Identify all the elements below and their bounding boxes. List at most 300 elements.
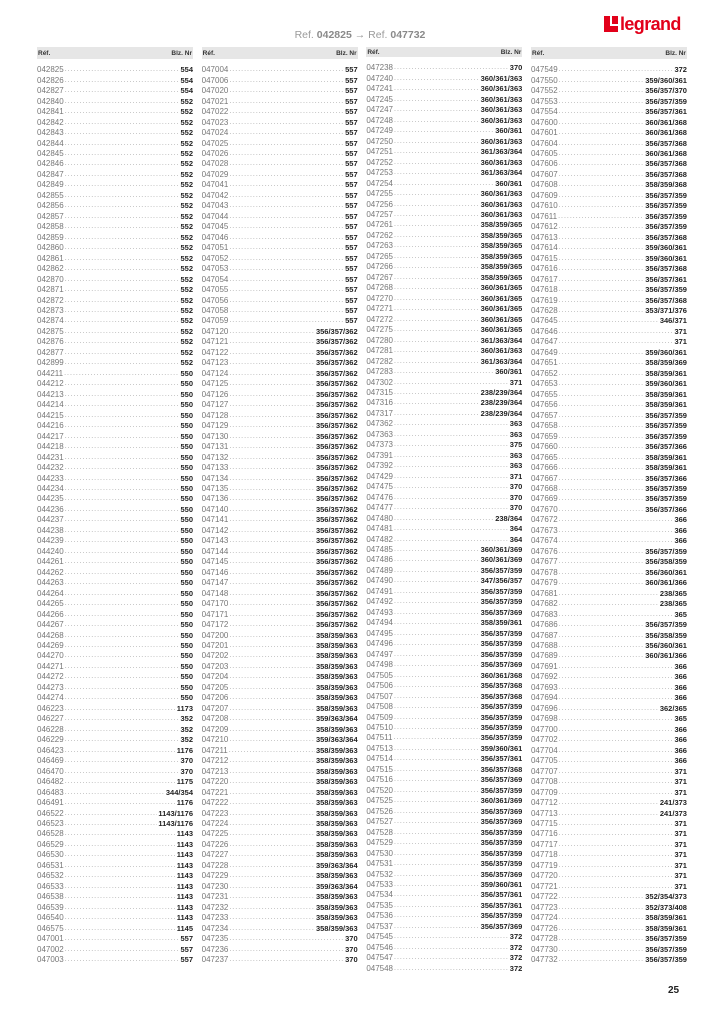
- ref-number: 047482: [366, 534, 394, 544]
- index-row: [37, 191, 193, 201]
- index-row: [531, 547, 687, 557]
- dot-leader: [559, 955, 645, 965]
- dot-leader: [229, 620, 315, 630]
- ref-number: 047678: [530, 567, 558, 577]
- page-reference: 557: [180, 944, 193, 954]
- index-row: [202, 861, 358, 871]
- ref-number: 047257: [366, 210, 394, 220]
- ref-number: 047547: [366, 953, 394, 963]
- index-row: [202, 578, 358, 588]
- index-row: [366, 472, 522, 482]
- ref-number: 047607: [530, 169, 558, 179]
- index-column: [366, 47, 522, 974]
- page-reference: 356/357/361: [480, 754, 523, 764]
- page-reference: 550: [180, 620, 193, 630]
- dot-leader: [394, 618, 480, 628]
- page-reference: 371: [674, 829, 687, 839]
- dot-leader: [559, 474, 645, 484]
- page-reference: 366: [674, 682, 687, 692]
- ref-number: 047003: [37, 955, 64, 965]
- index-row: [37, 379, 193, 389]
- page-reference: 356/358/359: [645, 630, 687, 640]
- dot-leader: [229, 578, 315, 588]
- dot-leader: [65, 788, 165, 798]
- dot-leader: [229, 568, 315, 578]
- page-reference: 552: [180, 264, 193, 274]
- page-reference: 371: [674, 871, 687, 881]
- ref-number: 047058: [201, 306, 229, 316]
- page-reference: 557: [345, 159, 358, 169]
- page-reference: 375: [509, 440, 523, 450]
- ref-number: 047208: [201, 714, 229, 724]
- dot-leader: [65, 829, 176, 839]
- ref-number: 047125: [201, 379, 229, 389]
- index-row: [202, 704, 358, 714]
- index-row: [366, 807, 522, 817]
- dot-leader: [229, 369, 315, 379]
- dot-leader: [65, 212, 180, 222]
- ref-number: 047024: [201, 128, 229, 138]
- page-reference: 358/359/365: [480, 272, 523, 282]
- page-reference: 356/357/362: [315, 546, 358, 556]
- ref-number: 047510: [366, 722, 394, 732]
- dot-leader: [559, 97, 645, 107]
- ref-number: 047515: [366, 764, 394, 774]
- dot-leader: [229, 348, 315, 358]
- page-reference: 550: [180, 672, 193, 682]
- index-row: [202, 787, 358, 797]
- index-row: [202, 400, 358, 410]
- dot-leader: [65, 777, 176, 787]
- page-reference: 364: [509, 534, 523, 544]
- ref-number: 047122: [201, 347, 229, 357]
- index-row: [37, 944, 193, 954]
- page-reference: 356/357/359: [480, 702, 523, 712]
- dot-leader: [229, 756, 315, 766]
- page-reference: 371: [674, 766, 687, 776]
- dot-leader: [559, 610, 674, 620]
- index-row: [366, 388, 522, 398]
- index-row: [531, 536, 687, 546]
- page-reference: 358/359/363: [315, 818, 358, 828]
- dot-leader: [65, 442, 180, 452]
- ref-number: 044271: [37, 661, 64, 671]
- ref-number: 046523: [37, 818, 64, 828]
- page-reference: 356/357/359: [645, 546, 687, 556]
- index-row: [37, 819, 193, 829]
- index-row: [37, 808, 193, 818]
- index-row: [202, 128, 358, 138]
- ref-number: 044268: [37, 630, 64, 640]
- page-reference: 1175: [176, 777, 193, 787]
- page-reference: 557: [345, 138, 358, 148]
- dot-leader: [229, 809, 315, 819]
- ref-number: 047275: [366, 325, 394, 335]
- page-reference: 356/357/359: [480, 911, 523, 921]
- ref-number: 047148: [201, 588, 229, 598]
- ref-number: 047649: [530, 347, 558, 357]
- index-row: [366, 137, 522, 147]
- ref-number: 047683: [530, 609, 558, 619]
- dot-leader: [559, 641, 645, 651]
- page-reference: 356/357/369: [480, 660, 523, 670]
- ref-from: 042825: [316, 29, 352, 41]
- index-row: [531, 526, 687, 536]
- ref-number: 047498: [366, 660, 394, 670]
- page-reference: 356/357/359: [480, 597, 523, 607]
- index-row: [366, 105, 522, 115]
- ref-to: 047732: [390, 29, 426, 41]
- index-row: [37, 421, 193, 431]
- index-row: [531, 212, 687, 222]
- ref-number: 047210: [201, 735, 229, 745]
- dot-leader: [559, 704, 659, 714]
- index-row: [37, 222, 193, 232]
- ref-number: 047029: [201, 169, 229, 179]
- ref-number: 044266: [37, 609, 64, 619]
- dot-leader: [559, 829, 674, 839]
- dot-leader: [65, 725, 180, 735]
- index-row: [531, 892, 687, 902]
- page-reference: 359/360/361: [645, 347, 687, 357]
- dot-leader: [559, 432, 645, 442]
- dot-leader: [65, 107, 180, 117]
- ref-number: 047230: [201, 881, 229, 891]
- page-reference: 356/357/359: [480, 586, 523, 596]
- page-reference: 359/363/364: [315, 714, 358, 724]
- dot-leader: [229, 505, 315, 515]
- index-row: [366, 503, 522, 513]
- dot-leader: [229, 515, 315, 525]
- ref-number: 047041: [201, 180, 229, 190]
- ref-number: 047730: [530, 944, 558, 954]
- dot-leader: [229, 285, 344, 295]
- page-reference: 356/357/362: [315, 368, 358, 378]
- ref-number: 047486: [366, 555, 394, 565]
- dot-leader: [559, 201, 645, 211]
- dot-leader: [394, 650, 480, 660]
- page-reference: 361/363/364: [480, 356, 523, 366]
- index-row: [202, 745, 358, 755]
- index-row: [37, 683, 193, 693]
- dot-leader: [229, 767, 315, 777]
- arrow-icon: →: [354, 29, 366, 41]
- dot-leader: [65, 631, 180, 641]
- page-reference: 370: [345, 944, 358, 954]
- index-row: [37, 201, 193, 211]
- index-row: [37, 431, 193, 441]
- ref-number: 044238: [37, 525, 64, 535]
- ref-number: 042826: [37, 75, 64, 85]
- ref-number: 047132: [201, 452, 229, 462]
- page-reference: 356/357/362: [315, 410, 358, 420]
- dot-leader: [394, 95, 480, 105]
- index-row: [202, 829, 358, 839]
- index-row: [37, 903, 193, 913]
- page-reference: 358/359/368: [645, 180, 687, 190]
- dot-leader: [229, 693, 315, 703]
- ref-number: 044272: [37, 672, 64, 682]
- page-reference: 552: [180, 148, 193, 158]
- page-reference: 356/357/362: [315, 337, 358, 347]
- index-row: [531, 233, 687, 243]
- index-row: [202, 274, 358, 284]
- index-row: [202, 201, 358, 211]
- page-reference: 358/359/363: [315, 850, 358, 860]
- page-reference: 550: [180, 494, 193, 504]
- index-row: [202, 138, 358, 148]
- ref-number: 047225: [201, 829, 229, 839]
- index-row: [37, 756, 193, 766]
- dot-leader: [229, 97, 344, 107]
- index-row: [366, 555, 522, 565]
- page-reference: 363: [509, 450, 523, 460]
- page-reference: 356/357/361: [645, 274, 687, 284]
- page-reference: 356/357/359: [645, 431, 687, 441]
- ref-number: 046529: [37, 839, 64, 849]
- index-row: [366, 294, 522, 304]
- ref-number: 047056: [201, 295, 229, 305]
- ref-number: 047144: [201, 546, 229, 556]
- ref-number: 047126: [201, 389, 229, 399]
- index-row: [531, 463, 687, 473]
- index-row: [37, 714, 193, 724]
- dot-leader: [65, 484, 180, 494]
- ref-number: 047529: [366, 838, 394, 848]
- index-row: [202, 452, 358, 462]
- page-reference: 552: [180, 274, 193, 284]
- dot-leader: [559, 557, 645, 567]
- ref-number: 047270: [366, 293, 394, 303]
- ref-number: 047505: [366, 670, 394, 680]
- index-row: [531, 515, 687, 525]
- page-reference: 356/357/362: [315, 567, 358, 577]
- index-row: [202, 662, 358, 672]
- index-row: [531, 337, 687, 347]
- page-reference: 358/359/361: [645, 463, 687, 473]
- page-reference: 550: [180, 693, 193, 703]
- page-reference: 552: [180, 253, 193, 263]
- index-row: [366, 430, 522, 440]
- ref-number: 047248: [366, 115, 394, 125]
- page-reference: 360/361/363: [480, 84, 523, 94]
- page-reference: 356/357/362: [315, 473, 358, 483]
- ref-number: 047317: [366, 408, 394, 418]
- page-reference: 550: [180, 379, 193, 389]
- ref-number: 047707: [530, 766, 558, 776]
- index-row: [366, 817, 522, 827]
- dot-leader: [65, 337, 180, 347]
- ref-number: 047316: [366, 398, 394, 408]
- ref-number: 047526: [366, 806, 394, 816]
- dot-leader: [65, 264, 180, 274]
- ref-number: 047605: [530, 148, 558, 158]
- page-reference: 356/357/359: [645, 944, 687, 954]
- page-reference: 552: [180, 306, 193, 316]
- index-row: [37, 473, 193, 483]
- ref-number: 047245: [366, 94, 394, 104]
- dot-leader: [559, 348, 645, 358]
- page-reference: 557: [345, 232, 358, 242]
- dot-leader: [394, 252, 480, 262]
- index-row: [531, 568, 687, 578]
- index-row: [202, 515, 358, 525]
- ref-number: 047127: [201, 400, 229, 410]
- index-row: [366, 283, 522, 293]
- dot-leader: [559, 379, 645, 389]
- ref-number: 042875: [37, 326, 64, 336]
- ref-header: Réf.: [531, 49, 545, 57]
- index-row: [37, 526, 193, 536]
- dot-leader: [229, 149, 344, 159]
- dot-leader: [394, 870, 480, 880]
- index-row: [202, 609, 358, 619]
- index-row: [37, 274, 193, 284]
- dot-leader: [394, 189, 480, 199]
- ref-number: 047235: [201, 934, 229, 944]
- index-row: [366, 869, 522, 879]
- page-reference: 356/357/359: [645, 201, 687, 211]
- index-row: [37, 75, 193, 85]
- page-reference: 360/361: [495, 126, 523, 136]
- index-row: [366, 210, 522, 220]
- ref-number: 047211: [201, 745, 228, 755]
- dot-leader: [229, 76, 344, 86]
- ref-number: 047668: [530, 483, 558, 493]
- page-reference: 356/357/362: [315, 504, 358, 514]
- dot-leader: [65, 746, 176, 756]
- dot-leader: [394, 357, 480, 367]
- ref-number: 047026: [201, 148, 229, 158]
- page-reference: 358/359/365: [480, 241, 523, 251]
- index-row: [366, 398, 522, 408]
- page-reference: 371: [674, 881, 687, 891]
- index-row: [531, 442, 687, 452]
- dot-leader: [559, 86, 645, 96]
- index-row: [37, 212, 193, 222]
- dot-leader: [559, 809, 659, 819]
- dot-leader: [394, 461, 509, 471]
- dot-leader: [559, 714, 674, 724]
- brand-name: legrand: [620, 13, 681, 34]
- ref-number: 047055: [201, 285, 229, 295]
- page-reference: 557: [345, 190, 358, 200]
- ref-number: 047719: [530, 860, 558, 870]
- dot-leader: [65, 578, 180, 588]
- page-reference: 557: [180, 955, 193, 965]
- ref-number: 047247: [366, 105, 394, 115]
- dot-leader: [394, 964, 509, 974]
- dot-leader: [65, 180, 180, 190]
- dot-leader: [65, 128, 180, 138]
- ref-number: 047550: [530, 75, 558, 85]
- index-row: [37, 704, 193, 714]
- page-reference: 550: [180, 431, 193, 441]
- page-reference: 356/357/362: [315, 431, 358, 441]
- index-row: [37, 735, 193, 745]
- dot-leader: [559, 756, 674, 766]
- index-row: [202, 526, 358, 536]
- ref-number: 047608: [530, 180, 558, 190]
- ref-number: 047647: [530, 337, 558, 347]
- page-reference: 372: [509, 963, 523, 973]
- index-row: [37, 159, 193, 169]
- index-row: [531, 369, 687, 379]
- page-reference: 365: [674, 714, 687, 724]
- ref-number: 044213: [37, 389, 64, 399]
- dot-leader: [394, 262, 480, 272]
- dot-leader: [559, 159, 645, 169]
- ref-number: 042849: [37, 180, 64, 190]
- dot-leader: [559, 599, 659, 609]
- ref-number: 047227: [201, 850, 229, 860]
- ref-number: 047507: [366, 691, 394, 701]
- index-row: [202, 871, 358, 881]
- page-reference: 362/365: [659, 703, 687, 713]
- dot-leader: [65, 924, 176, 934]
- index-row: [37, 599, 193, 609]
- ref-number: 047715: [530, 818, 558, 828]
- page-reference: 356/357/362: [315, 421, 358, 431]
- page-reference: 1145: [176, 923, 193, 933]
- ref-number: 042855: [37, 190, 64, 200]
- dot-leader: [559, 337, 674, 347]
- index-row: [366, 660, 522, 670]
- page-reference: 358/359/363: [315, 923, 358, 933]
- ref-number: 042856: [37, 201, 64, 211]
- dot-leader: [65, 474, 180, 484]
- dot-leader: [394, 535, 509, 545]
- page-reference: 371: [674, 860, 687, 870]
- ref-number: 047693: [530, 682, 558, 692]
- index-row: [366, 859, 522, 869]
- page-reference: 366: [674, 672, 687, 682]
- dot-leader: [559, 934, 645, 944]
- ref-number: 047302: [366, 377, 394, 387]
- index-row: [202, 463, 358, 473]
- page-reference: 552: [180, 138, 193, 148]
- dot-leader: [394, 325, 480, 335]
- page-reference: 356/357/362: [315, 578, 358, 588]
- index-row: [202, 295, 358, 305]
- index-row: [366, 702, 522, 712]
- page-reference: 358/359/363: [315, 661, 358, 671]
- ref-number: 047140: [201, 504, 229, 514]
- dot-leader: [559, 568, 645, 578]
- ref-number: 042843: [37, 128, 64, 138]
- ref-number: 047687: [530, 630, 558, 640]
- ref-number: 047659: [530, 431, 558, 441]
- page-reference: 550: [180, 630, 193, 640]
- page-reference: 557: [345, 222, 358, 232]
- page-reference: 370: [509, 492, 523, 502]
- page-reference: 356/357/370: [645, 86, 687, 96]
- page-reference: 358/359/369: [645, 358, 687, 368]
- page-reference: 550: [180, 682, 193, 692]
- index-column: [531, 47, 687, 974]
- index-row: [37, 766, 193, 776]
- index-row: [366, 461, 522, 471]
- ref-number: 047615: [530, 253, 558, 263]
- ref-number: 044267: [37, 620, 64, 630]
- page-reference: 552: [180, 107, 193, 117]
- page-reference: 356/360/361: [645, 567, 687, 577]
- index-row: [366, 587, 522, 597]
- page-reference: 360/361/363: [480, 115, 523, 125]
- dot-leader: [229, 526, 315, 536]
- ref-number: 044261: [37, 557, 64, 567]
- index-row: [202, 107, 358, 117]
